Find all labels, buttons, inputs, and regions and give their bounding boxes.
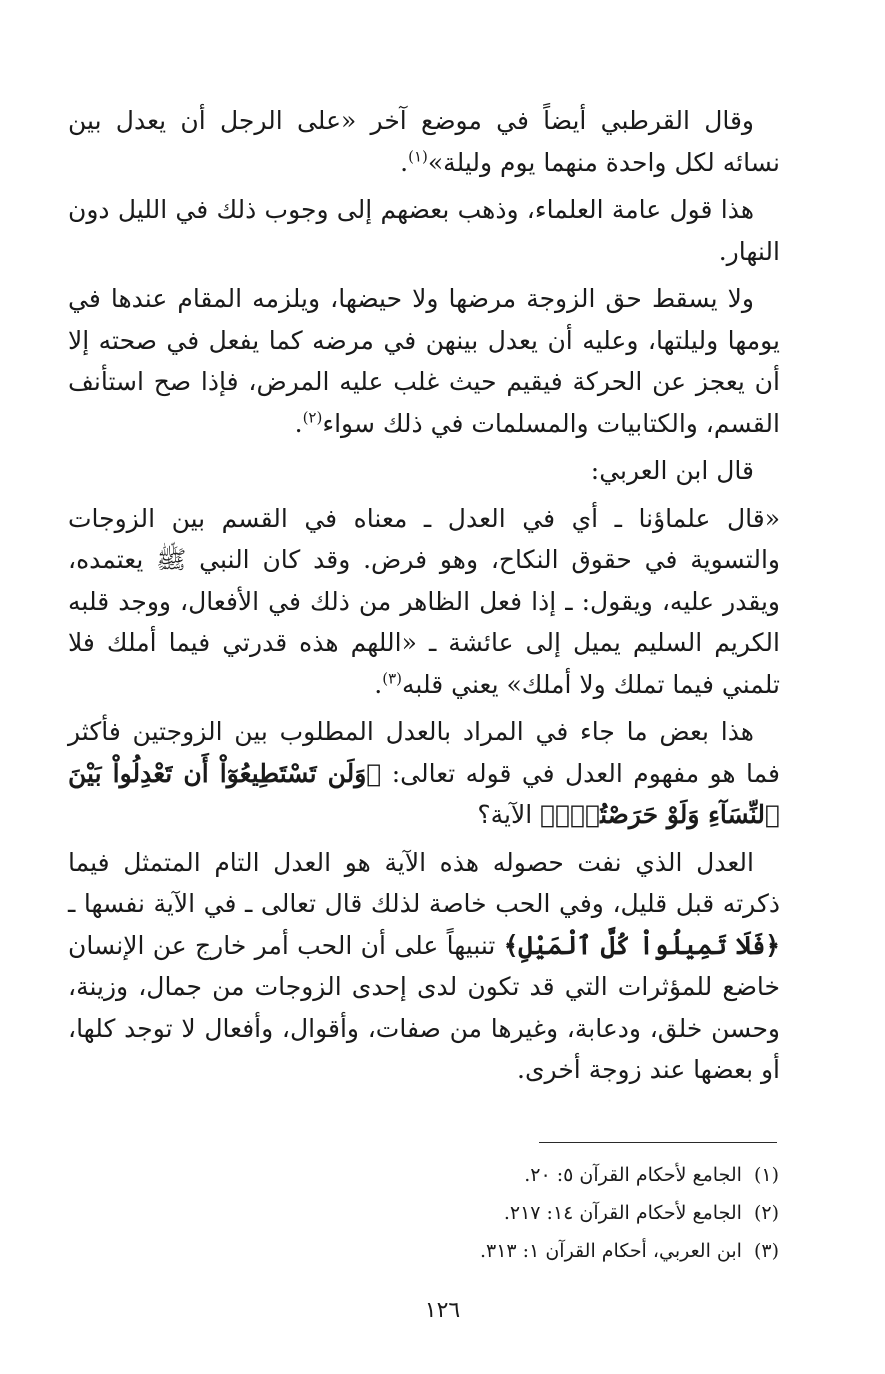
quran-verse: ﴿فَلَا تَمِيلُواْ كُلَّ ٱلْمَيْلِ﴾ xyxy=(503,930,780,960)
page-body xyxy=(68,100,780,1097)
quran-verse: ﴿وَلَن تَسْتَطِيعُوٓاْ أَن تَعْدِلُواْ بَيْنَ ٱلنِّسَآءِ وَلَوْ حَرَصْتُمْۖ﴾ xyxy=(68,758,780,829)
footnote-1 xyxy=(179,1156,779,1194)
paragraph xyxy=(68,278,780,444)
footnote-2-number: (٢) xyxy=(753,1202,779,1224)
paragraph-text: هذا قول عامة العلماء، وذهب بعضهم إلى وجوب ذلك في الليل دون النهار. xyxy=(68,195,780,266)
paragraph xyxy=(68,100,780,183)
paragraph-text: وقال القرطبي أيضاً في موضع آخر «على الرجل أن يعدل بين نسائه لكل واحدة منهما يوم وليلة» xyxy=(68,106,780,177)
footnote-divider xyxy=(539,1142,777,1143)
footnote-3-number: (٣) xyxy=(753,1240,779,1262)
paragraph-text: «قال علماؤنا ـ أي في العدل ـ معناه في القسم بين الزوجات والتسوية في حقوق النكاح، وهو فرض. وقد كان النبي ﷺ يعتمده، ويقدر عليه، ويقول: ـ إذا فعل الظاهر من ذلك في الأفعال، ووجد قلبه الكريم السليم يميل إلى عائشة ـ «اللهم هذه قدرتي فيما أملك فلا تلمني فيما تملك ولا أملك» يعني قلبه xyxy=(68,503,780,699)
paragraph-text: تنبيهاً على أن الحب أمر خارج عن الإنسان خاضع للمؤثرات التي قد تكون لدى إحدى الزوجات من جمال، وزينة، وحسن خلق، ودعابة، وغيرها من صفات، وأقوال، وأفعال لا توجد كلها، أو بعضها عند زوجة أخرى. xyxy=(68,930,780,1084)
footnote-1-text: الجامع لأحكام القرآن ٥: ٢٠. xyxy=(524,1164,742,1186)
paragraph xyxy=(68,498,780,706)
paragraph-text: الآية؟ xyxy=(477,800,541,829)
paragraph-text: ولا يسقط حق الزوجة مرضها ولا حيضها، ويلزمه المقام عندها في يومها وليلتها، وعليه أن يعدل بينهن في مرضه كما يفعل في صحته إلا أن يعجز عن الحركة فيقيم حيث غلب عليه المرض، فإذا صح استأنف القسم، والكتابيات والمسلمات في ذلك سواء xyxy=(68,284,780,438)
footnote-1-number: (١) xyxy=(753,1164,779,1186)
paragraph xyxy=(68,450,780,492)
footnote-2-text: الجامع لأحكام القرآن ١٤: ٢١٧. xyxy=(503,1202,742,1224)
paragraph-text: قال ابن العربي: xyxy=(590,456,754,485)
footnote-marker: (٢) xyxy=(302,408,323,427)
paragraph-text: هذا بعض ما جاء في المراد بالعدل المطلوب بين الزوجتين فأكثر فما هو مفهوم العدل في قوله تعالى: xyxy=(68,717,780,788)
paragraph xyxy=(68,189,780,272)
paragraph xyxy=(68,842,780,1091)
page-number: ١٢٦ xyxy=(424,1298,461,1323)
paragraph xyxy=(68,711,780,836)
footnote-3 xyxy=(179,1232,779,1270)
footnote-marker: (١) xyxy=(408,147,428,166)
footnote-marker: (٣) xyxy=(382,669,403,688)
paragraph-text: . xyxy=(294,408,303,438)
footnotes xyxy=(179,1156,779,1270)
footnote-3-text: ابن العربي، أحكام القرآن ١: ٣١٣. xyxy=(479,1240,742,1262)
paragraph-text: . xyxy=(400,147,409,177)
footnote-2 xyxy=(179,1194,779,1232)
paragraph-text: العدل الذي نفت حصوله هذه الآية هو العدل التام المتمثل فيما ذكرته قبل قليل، وفي الحب خاصة لذلك قال تعالى ـ في الآية نفسها ـ xyxy=(68,847,780,918)
paragraph-text: . xyxy=(374,669,383,699)
